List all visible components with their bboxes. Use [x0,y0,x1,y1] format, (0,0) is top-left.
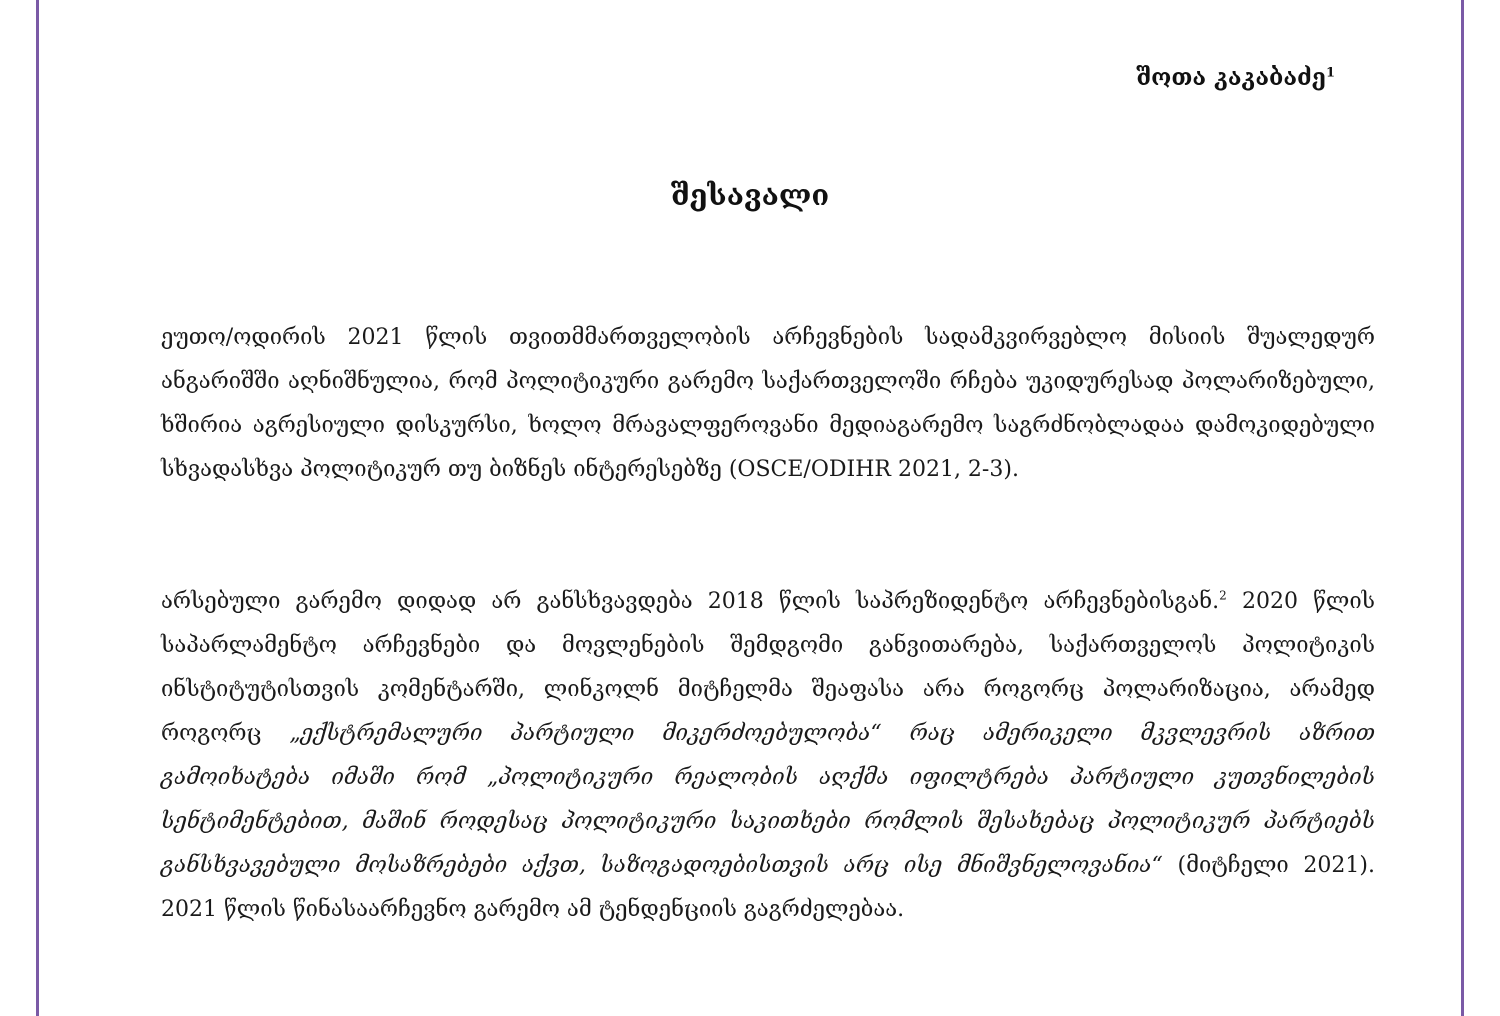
paragraph-2-part-1: არსებული გარემო დიდად არ განსხვავდება 2018 წლის საპრეზიდენტო არჩევნებისგან. [161,589,1220,614]
paragraph-2-part-3: (მიტჩელი 2021). 2021 წლის წინასაარჩევნო გარემო ამ ტენდენციის გაგრძელებაა. [161,853,1375,922]
author-footnote-marker[interactable]: 1 [1325,65,1335,81]
section-heading: შესავალი [670,178,830,212]
paragraph-1: ეუთო/ოდირის 2021 წლის თვითმმართველობის არჩევნების სადამკვირვებლო მისიის შუალედურ ანგარიშში აღნიშნულია, რომ პოლიტიკური გარემო საქართველოში რჩება უკიდურესად პოლარიზებული, ხშირია აგრესიული დისკურსი, ხოლო მრავალფეროვანი მედიაგარემო საგრძნობლადაა დამოკიდებული სხვადასხვა პოლიტიკურ თუ ბიზნეს ინტერესებზე (OSCE/ODIHR 2021, 2-3). [161,325,1375,482]
author-name-text: შოთა კაკაბაძე [1136,64,1326,91]
paragraph-2-quote: „ექსტრემალური პარტიული მიკერძოებულობა“ რაც ამერიკელი მკვლევრის აზრით გამოიხატება იმაში რომ „პოლიტიკური რეალობის აღქმა იფილტრება პარტიული კუთვნილების სენტიმენტებით, მაშინ როდესაც პოლიტიკური საკითხები რომლის შესახებაც პოლიტიკურ პარტიებს განსხვავებული მოსაზრებები აქვთ, საზოგადოებისთვის არც ისე მნიშვნელოვანია“ [161,721,1375,878]
paragraph-2-part-2: 2020 წლის საპარლამენტო არჩევნები და მოვლენების შემდგომი განვითარება, საქართველოს პოლიტიკის ინსტიტუტისთვის კომენტარში, ლინკოლნ მიტჩელმა შეაფასა არა როგორც პოლარიზაცია, არამედ როგორც [161,589,1375,746]
paragraph-2 [161,580,1375,932]
document-page [36,0,1464,1016]
author-name [1136,64,1335,91]
footnote-marker-2[interactable]: 2 [1219,588,1227,603]
